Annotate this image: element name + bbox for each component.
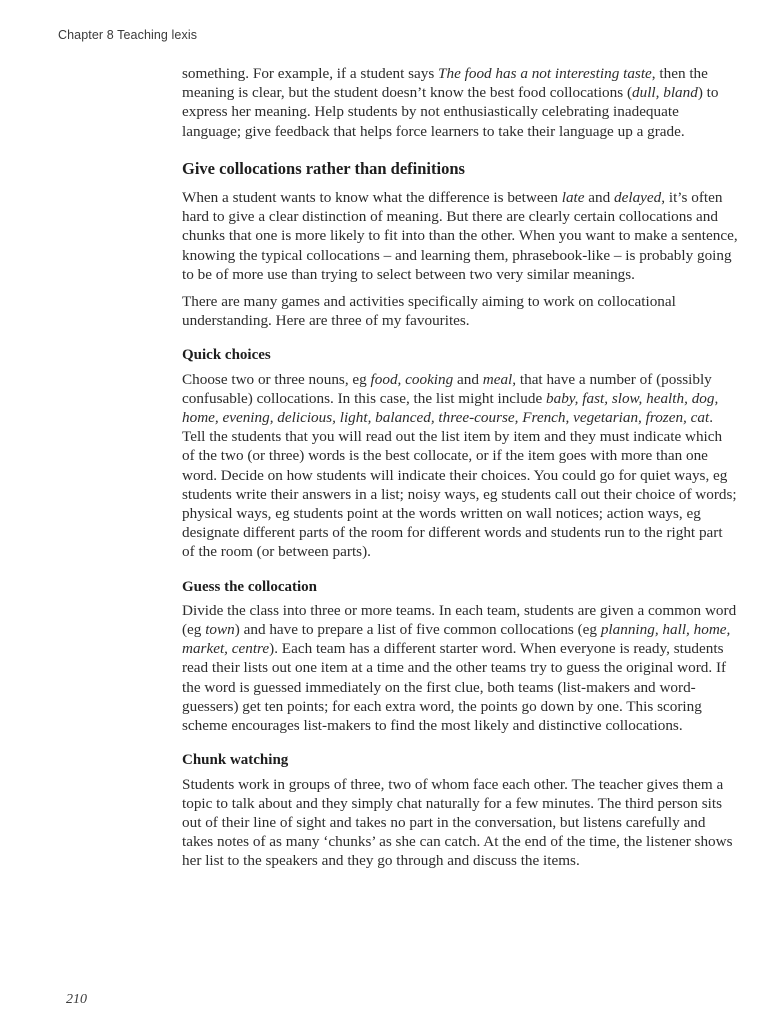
text-run: , then the meaning is clear, but the student doesn’t know the best food collocations (: [182, 65, 708, 102]
italic-run: baby, fast, slow, health, dog, home, evening, delicious, light, balanced, three-course, French, vegetarian, frozen, cat: [182, 389, 719, 427]
italic-run: town: [205, 621, 235, 639]
text-run: , it’s often hard to give a clear distinction of meaning. But there are clearly certain collocations and chunks that one is more likely to fit into than the other. When you want to make a sentence, knowing the typical collocations – and learning them, phrasebook-like – is probably going to be of more use than trying to select between two very similar meanings.: [182, 189, 738, 283]
text-run: ) to express her meaning. Help students by not enthusiastically celebrating inadequate language; give feedback that helps force learners to take their language up a grade.: [182, 84, 719, 140]
quick-choices-paragraph: [182, 370, 738, 562]
guess-collocation-paragraph: [182, 601, 738, 735]
text-run: . Tell the students that you will read out the list item by item and they must indicate which of the two (or three) words is the best collocate, or if the item goes with more than one word. Decide on how students will indicate their choices. You could go for quiet ways, eg students write their answers in a list; noisy ways, eg students call out their choice of words; physical ways, eg students point at the words written on wall notices; action ways, eg designate different parts of the room for different words and students run to the right part of the room (or between parts).: [182, 409, 737, 561]
italic-run: dull, bland: [632, 84, 698, 102]
chunk-watching-heading: Chunk watching: [182, 752, 289, 769]
section-paragraph-1: [182, 188, 738, 284]
quick-choices-heading: Quick choices: [182, 347, 271, 364]
text-run: something. For example, if a student says: [182, 65, 439, 82]
section-paragraph-2: [182, 292, 738, 330]
italic-run: The food has a not interesting taste: [438, 65, 652, 82]
guess-collocation-heading: Guess the collocation: [182, 578, 317, 595]
running-head: Chapter 8 Teaching lexis: [58, 28, 198, 42]
text-run: Divide the class into three or more teams. In each team, students are given a common word (eg: [182, 601, 737, 639]
page-body: [182, 64, 738, 879]
intro-paragraph: [182, 64, 738, 141]
text-run: and: [453, 370, 483, 388]
italic-run: meal: [482, 370, 513, 388]
text-run: , that have a number of (possibly confusable) collocations. In this case, the list might include: [182, 370, 712, 407]
text-run: and: [584, 189, 615, 207]
text-run: Choose two or three nouns, eg: [182, 370, 371, 388]
page-number: 210: [66, 992, 87, 1007]
italic-run: late: [561, 189, 585, 207]
italic-run: planning, hall, home, market, centre: [182, 621, 731, 658]
italic-run: delayed: [614, 189, 662, 207]
italic-run: food, cooking: [370, 370, 454, 388]
text-run: Students work in groups of three, two of whom face each other. The teacher gives them a topic to talk about and they simply chat naturally for a few minutes. The third person sits out of their line of sight and takes no part in the conversation, but listens carefully and takes notes of as many ‘chunks’ as she can catch. At the end of the time, the listener shows her list to the speakers and they go through and discuss the items.: [182, 775, 733, 870]
text-run: There are many games and activities specifically aiming to work on collocational understanding. Here are three of my favourites.: [182, 293, 676, 330]
chunk-watching-paragraph: [182, 775, 738, 871]
text-run: When a student wants to know what the difference is between: [182, 189, 562, 207]
section-heading: Give collocations rather than definitions: [182, 158, 465, 178]
text-run: ). Each team has a different starter word. When everyone is ready, students read their lists out one item at a time and the other teams try to guess the original word. If the word is guessed immediately on the first clue, both teams (list-makers and word-guessers) get ten points; for each extra word, the points go down by one. This scoring scheme encourages list-makers to find the most likely and distinctive collocations.: [182, 640, 727, 735]
text-run: ) and have to prepare a list of five common collocations (eg: [234, 621, 601, 639]
